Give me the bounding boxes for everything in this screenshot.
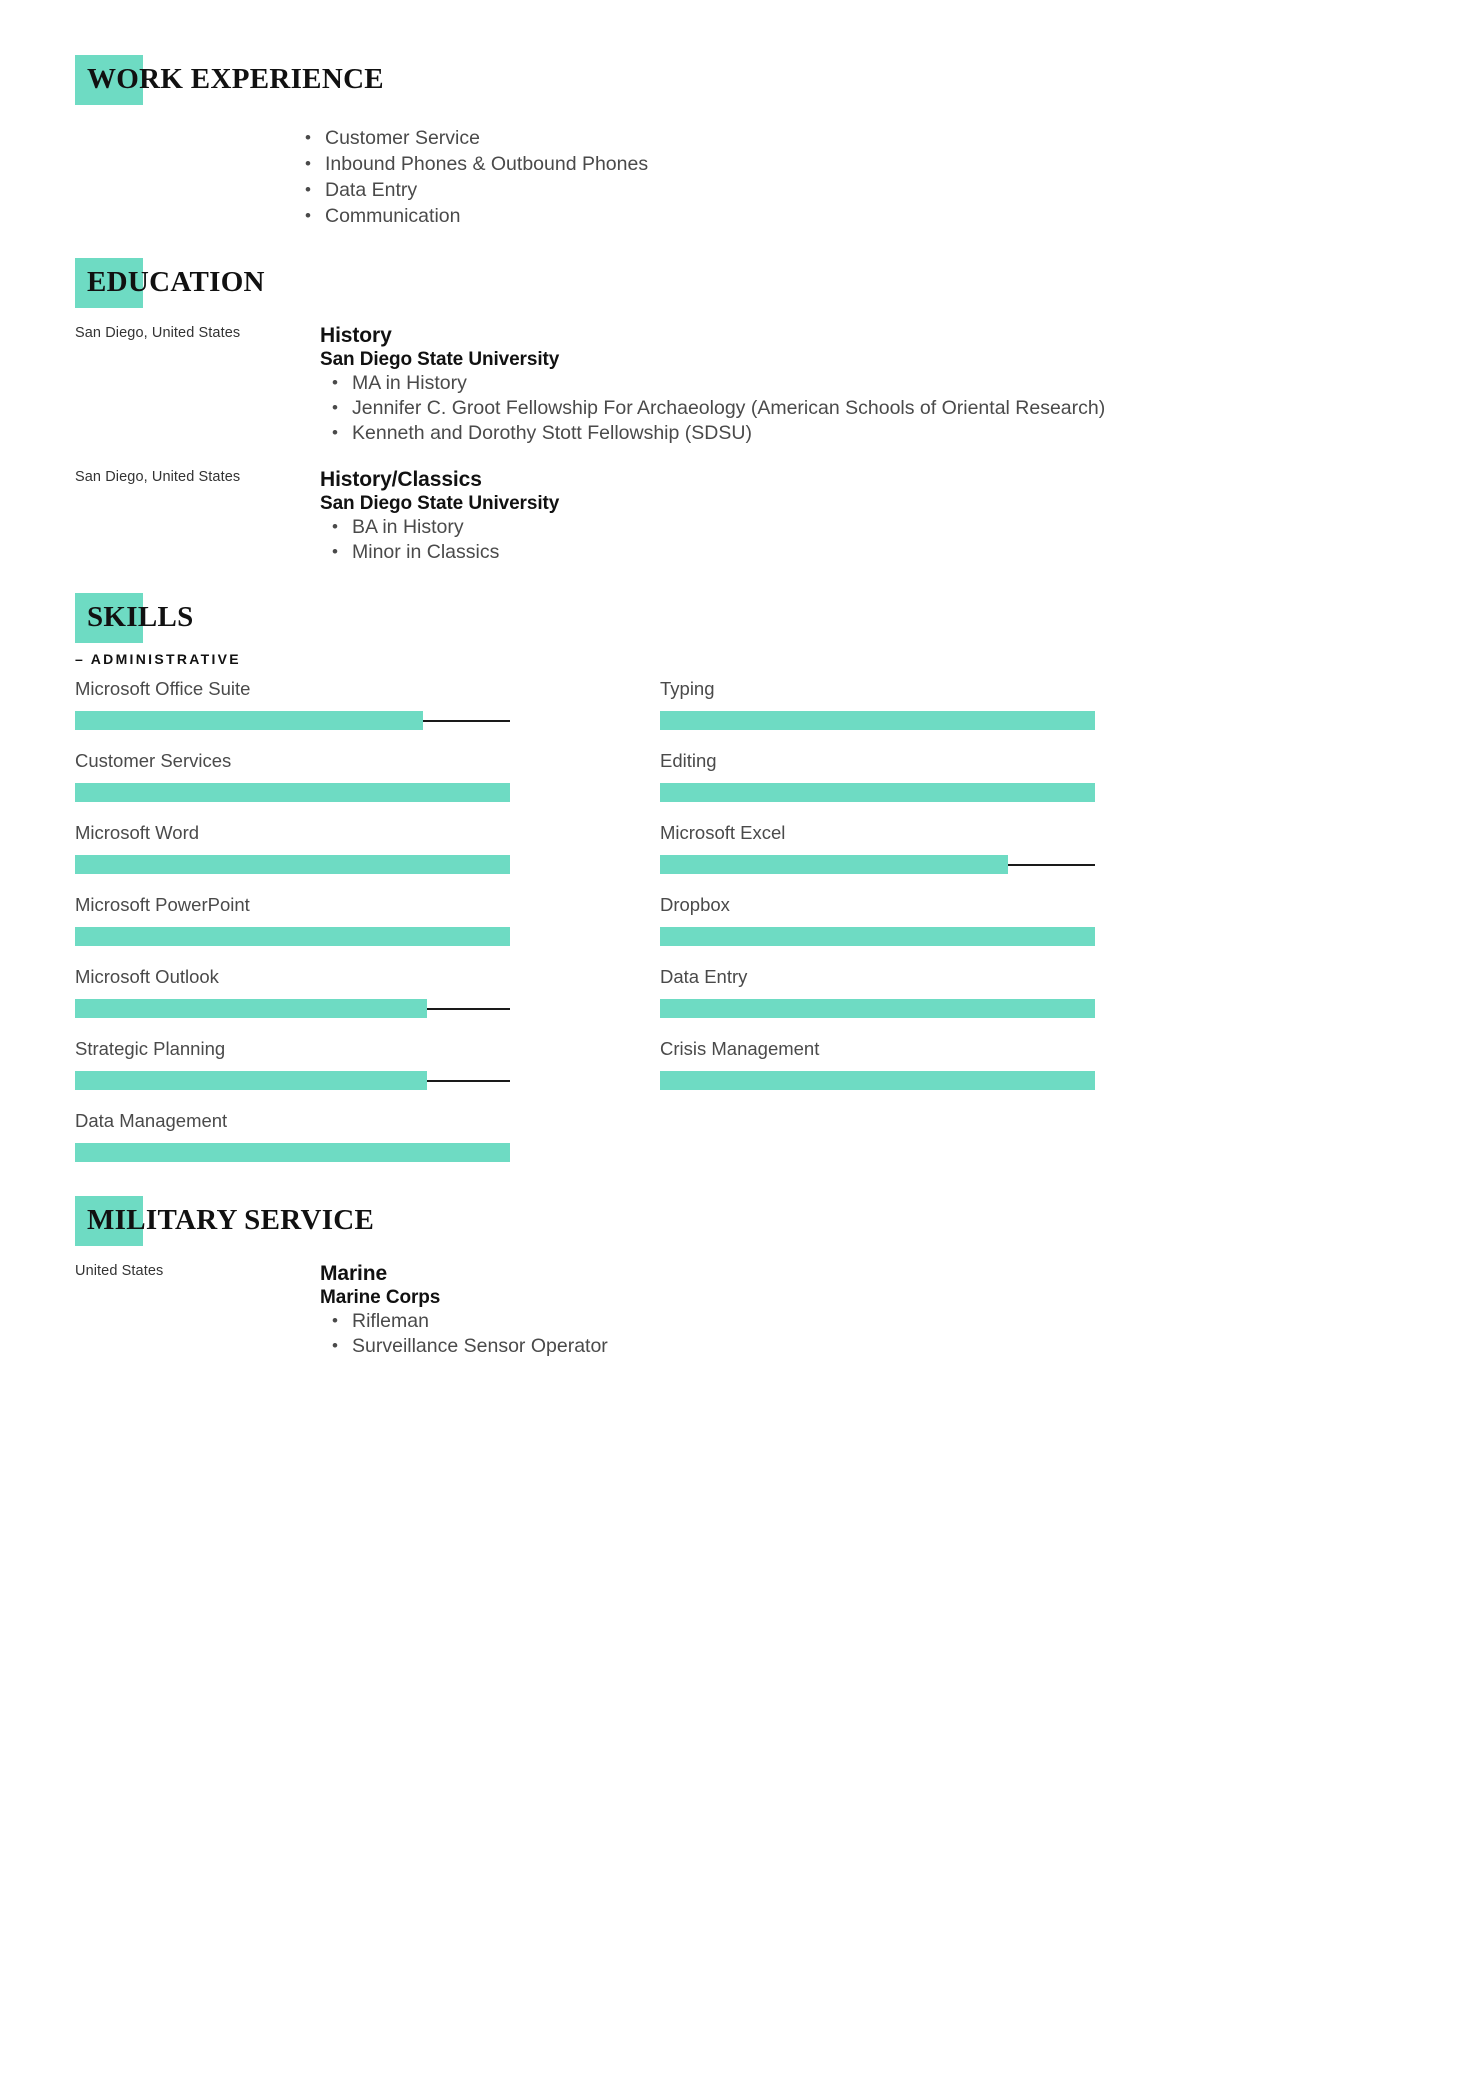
list-item: • Inbound Phones & Outbound Phones bbox=[293, 153, 648, 176]
section-military-service bbox=[75, 1196, 608, 1360]
section-work-experience bbox=[75, 55, 648, 231]
skill-progress-fill bbox=[75, 1143, 510, 1162]
skill-progress-track bbox=[660, 1071, 1095, 1090]
section-title: EDUCATION bbox=[87, 266, 265, 298]
entry-body bbox=[320, 1262, 608, 1358]
entry-body bbox=[320, 324, 1105, 445]
education-entry bbox=[75, 468, 1105, 564]
list-item: • Communication bbox=[293, 205, 648, 228]
skill-item bbox=[660, 1038, 1170, 1090]
skill-progress-remainder bbox=[1008, 864, 1095, 866]
work-bullet-list bbox=[293, 127, 648, 228]
skill-progress-track bbox=[75, 855, 510, 874]
skill-item bbox=[660, 750, 1170, 802]
skills-header bbox=[75, 593, 1170, 651]
skill-item bbox=[75, 678, 585, 730]
skills-subcategory-label: – ADMINISTRATIVE bbox=[75, 651, 241, 667]
military-service-header bbox=[75, 1196, 608, 1254]
section-education bbox=[75, 258, 1105, 566]
skill-progress-fill bbox=[75, 783, 510, 802]
section-title: WORK EXPERIENCE bbox=[87, 63, 384, 95]
entry-location: San Diego, United States bbox=[75, 468, 241, 485]
skill-progress-remainder bbox=[427, 1008, 510, 1010]
entry-title: History bbox=[320, 324, 392, 347]
entry-organization: Marine Corps bbox=[320, 1287, 441, 1308]
skill-label: Microsoft PowerPoint bbox=[75, 894, 250, 915]
skill-label: Typing bbox=[660, 678, 715, 699]
skill-label: Microsoft Office Suite bbox=[75, 678, 251, 699]
skill-progress-track bbox=[75, 999, 510, 1018]
skill-item bbox=[660, 966, 1170, 1018]
skill-progress-track bbox=[75, 1143, 510, 1162]
list-item: • Data Entry bbox=[293, 179, 648, 202]
skill-progress-fill bbox=[660, 783, 1095, 802]
education-header bbox=[75, 258, 1105, 316]
education-entry bbox=[75, 324, 1105, 445]
skill-progress-fill bbox=[75, 711, 423, 730]
list-item: • Jennifer C. Groot Fellowship For Archaeology (American Schools of Oriental Research) bbox=[320, 397, 1105, 420]
skill-progress-track bbox=[660, 855, 1095, 874]
skill-item bbox=[660, 678, 1170, 730]
skill-progress-remainder bbox=[423, 720, 510, 722]
entry-body bbox=[320, 468, 1105, 564]
skill-progress-track bbox=[75, 927, 510, 946]
skill-item bbox=[660, 822, 1170, 874]
skill-progress-fill bbox=[75, 855, 510, 874]
skill-progress-fill bbox=[75, 1071, 427, 1090]
skill-label: Strategic Planning bbox=[75, 1038, 226, 1059]
section-title: MILITARY SERVICE bbox=[87, 1204, 375, 1236]
skill-item bbox=[75, 1038, 585, 1090]
skill-progress-fill bbox=[660, 927, 1095, 946]
skill-item bbox=[75, 822, 585, 874]
skill-progress-track bbox=[660, 927, 1095, 946]
skill-label: Customer Services bbox=[75, 750, 232, 771]
list-item: • Rifleman bbox=[320, 1310, 608, 1333]
entry-organization: San Diego State University bbox=[320, 349, 560, 370]
skill-item bbox=[75, 750, 585, 802]
military-entry bbox=[75, 1262, 608, 1358]
skill-label: Microsoft Excel bbox=[660, 822, 786, 843]
list-item: • Kenneth and Dorothy Stott Fellowship (SDSU) bbox=[320, 422, 1105, 445]
list-item: • BA in History bbox=[320, 516, 1105, 539]
military-bullet-list bbox=[320, 1310, 608, 1358]
entry-organization: San Diego State University bbox=[320, 492, 560, 514]
list-item: • Customer Service bbox=[293, 127, 648, 150]
skill-progress-track bbox=[75, 783, 510, 802]
skill-progress-fill bbox=[75, 999, 427, 1018]
entry-location: United States bbox=[75, 1263, 164, 1279]
work-experience-header bbox=[75, 55, 648, 113]
skill-progress-fill bbox=[660, 711, 1095, 730]
work-experience-body bbox=[293, 127, 648, 228]
list-item: • Surveillance Sensor Operator bbox=[320, 1335, 608, 1358]
skill-item bbox=[75, 966, 585, 1018]
skill-progress-fill bbox=[660, 1071, 1095, 1090]
entry-title: Marine bbox=[320, 1262, 388, 1285]
section-skills bbox=[75, 593, 1170, 1182]
skill-item bbox=[75, 894, 585, 946]
skill-progress-track bbox=[75, 711, 510, 730]
skills-grid bbox=[75, 678, 1170, 1182]
skills-grid-spacer bbox=[660, 1110, 1170, 1182]
skill-progress-track bbox=[75, 1071, 510, 1090]
entry-location: San Diego, United States bbox=[75, 325, 241, 341]
education-bullet-list bbox=[320, 516, 1105, 564]
skill-progress-track bbox=[660, 783, 1095, 802]
list-item: • Minor in Classics bbox=[320, 541, 1105, 564]
skill-label: Crisis Management bbox=[660, 1038, 820, 1059]
entry-title: History/Classics bbox=[320, 467, 482, 491]
skill-label: Data Management bbox=[75, 1110, 228, 1131]
skill-item bbox=[75, 1110, 585, 1162]
skill-progress-fill bbox=[660, 855, 1008, 874]
list-item: • MA in History bbox=[320, 372, 1105, 395]
education-bullet-list bbox=[320, 372, 1105, 445]
skill-item bbox=[660, 894, 1170, 946]
skill-label: Microsoft Word bbox=[75, 822, 200, 843]
skill-progress-track bbox=[660, 999, 1095, 1018]
skill-label: Editing bbox=[660, 750, 717, 771]
skill-progress-remainder bbox=[427, 1080, 510, 1082]
skill-progress-fill bbox=[75, 927, 510, 946]
skill-progress-track bbox=[660, 711, 1095, 730]
skill-label: Dropbox bbox=[660, 894, 730, 915]
skill-label: Data Entry bbox=[660, 966, 748, 987]
skill-progress-fill bbox=[660, 999, 1095, 1018]
section-title: SKILLS bbox=[87, 601, 194, 633]
skill-label: Microsoft Outlook bbox=[75, 966, 219, 987]
